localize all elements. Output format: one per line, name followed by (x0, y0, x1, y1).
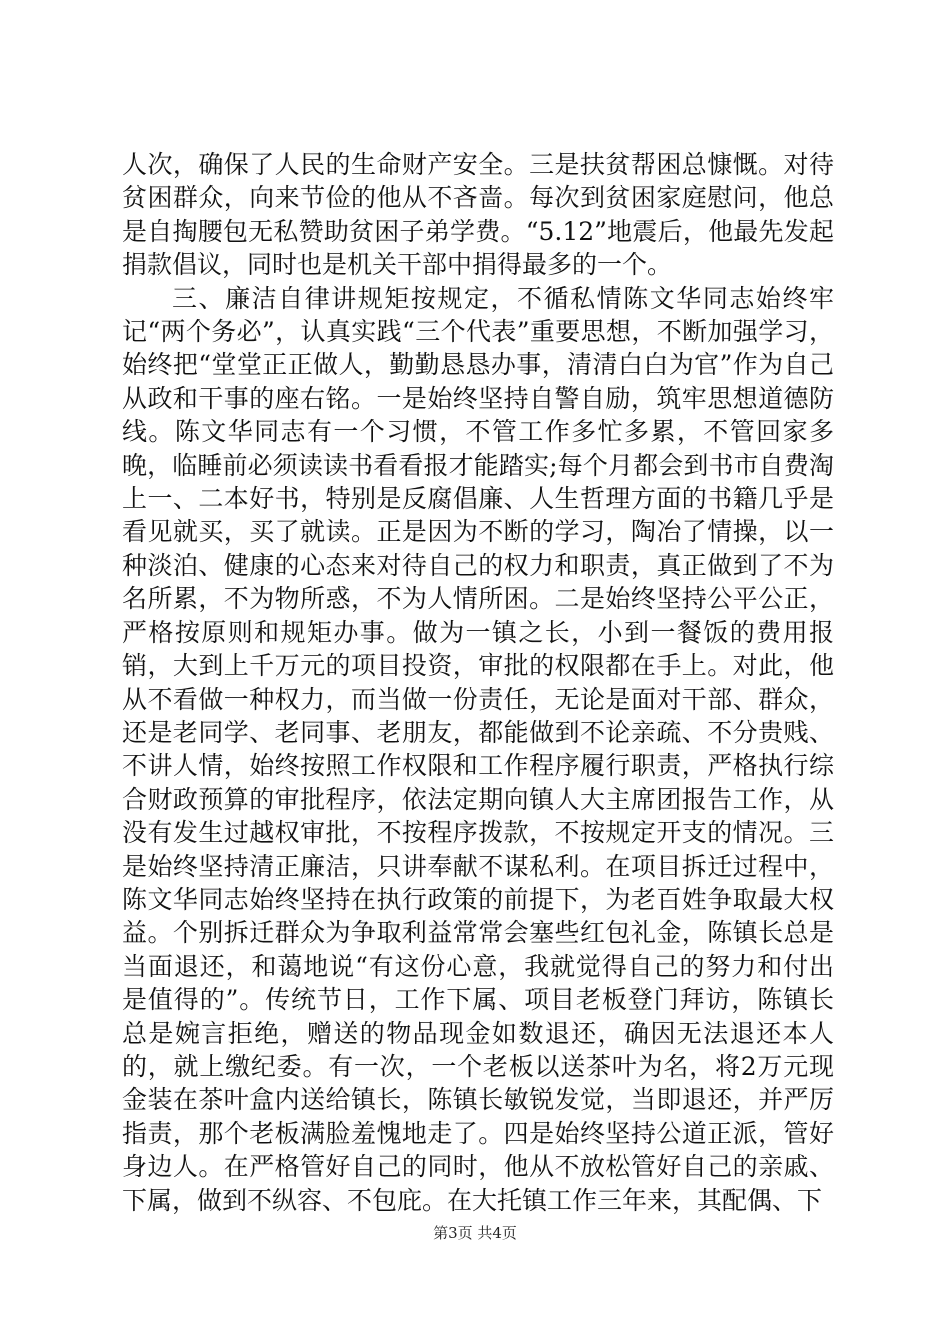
paragraph-integrity-section: 三、廉洁自律讲规矩按规定，不循私情陈文华同志始终牢记“两个务必”，认真实践“三个代表”重要思想，不断加强学习，始终把“堂堂正正做人，勤勤恳恳办事，清清白白为官”作为自己从政和干事的座右铭。一是始终坚持自警自励，筑牢思想道德防线。陈文华同志有一个习惯，不管工作多忙多累，不管回家多晚，临睡前必须读读书看看报才能踏实;每个月都会到书市自费淘上一、二本好书，特别是反腐倡廉、人生哲理方面的书籍几乎是看见就买，买了就读。正是因为不断的学习，陶冶了情操，以一种淡泊、健康的心态来对待自己的权力和职责，真正做到了不为名所累，不为物所惑，不为人情所困。二是始终坚持公平公正，严格按原则和规矩办事。做为一镇之长，小到一餐饭的费用报销，大到上千万元的项目投资，审批的权限都在手上。对此，他从不看做一种权力，而当做一份责任，无论是面对干部、群众，还是老同学、老同事、老朋友，都能做到不论亲疏、不分贵贱、不讲人情，始终按照工作权限和工作程序履行职责，严格执行综合财政预算的审批程序，依法定期向镇人大主席团报告工作，从没有发生过越权审批，不按程序拨款，不按规定开支的情况。三是始终坚持清正廉洁，只讲奉献不谋私利。在项目拆迁过程中，陈文华同志始终坚持在执行政策的前提下，为老百姓争取最大权益。个别拆迁群众为争取利益常常会塞些红包礼金，陈镇长总是当面退还，和蔼地说“有这份心意，我就觉得自己的努力和付出是值得的”。传统节日，工作下属、项目老板登门拜访，陈镇长总是婉言拒绝，赠送的物品现金如数退还，确因无法退还本人的，就上缴纪委。有一次，一个老板以送茶叶为名，将2万元现金装在茶叶盒内送给镇长，陈镇长敏锐发觉，当即退还，并严厉指责，那个老板满脸羞愧地走了。四是始终坚持公道正派，管好身边人。在严格管好自己的同时，他从不放松管好自己的亲戚、下属，做到不纵容、不包庇。在大托镇工作三年来，其配偶、下 (122, 283, 834, 1215)
page-footer (0, 1222, 950, 1243)
paragraph-continuation: 人次，确保了人民的生命财产安全。三是扶贫帮困总慷慨。对待贫困群众，向来节俭的他从不吝啬。每次到贫困家庭慰问，他总是自掏腰包无私赞助贫困子弟学费。“5.12”地震后，他最先发起捐款倡议，同时也是机关干部中捐得最多的一个。 (122, 150, 834, 280)
document-body (122, 148, 834, 1217)
page-number-label: 第3页 共4页 (433, 1224, 517, 1242)
